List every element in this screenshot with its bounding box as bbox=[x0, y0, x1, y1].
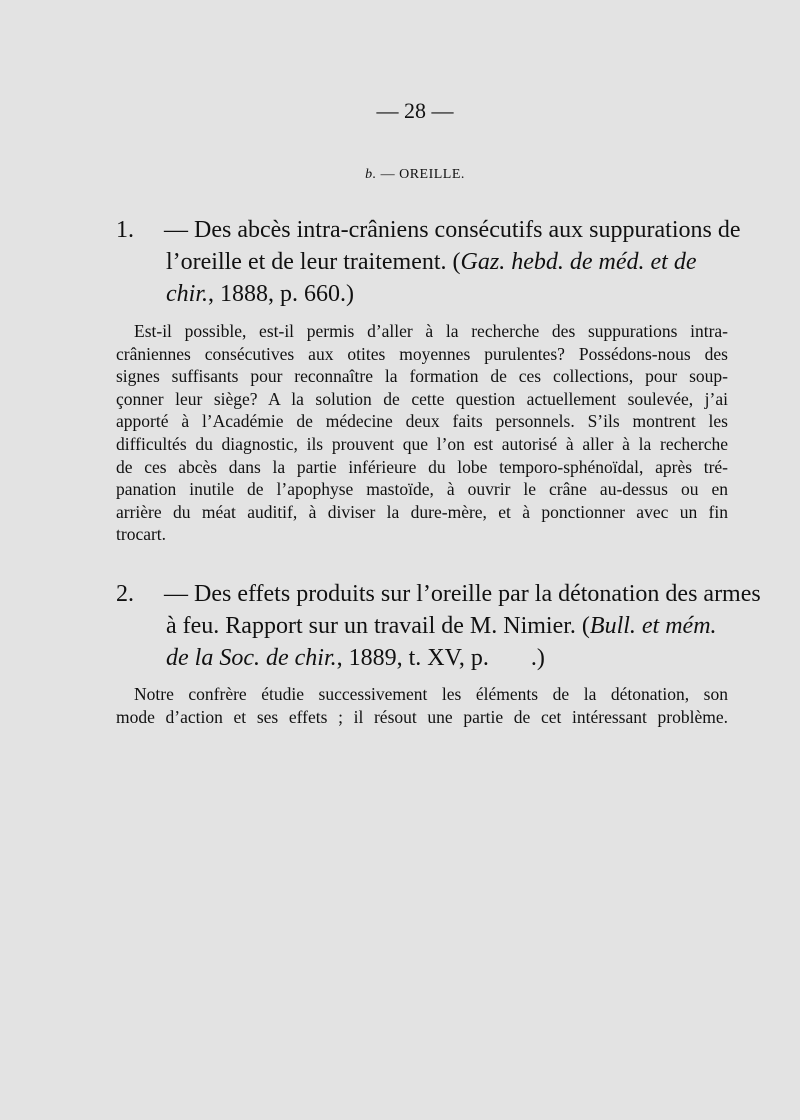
entry-2-title-line-1 bbox=[116, 578, 761, 610]
entry-2-line: Notre confrère étudie successivement les éléments de la détonation, son bbox=[134, 684, 728, 704]
entry-2-title-line-2 bbox=[116, 610, 728, 642]
entry-1-title-text-2: l’oreille et de leur traitement. bbox=[166, 249, 447, 275]
entry-2-title-text-1: — Des effets produits sur l’oreille par la détonation des armes bbox=[164, 581, 761, 607]
entry-1-ref-journal: Gaz. hebd. de méd. et de bbox=[460, 249, 697, 275]
entry-1-ref-details: , 1888, p. 660.) bbox=[208, 281, 354, 307]
section-letter: b. bbox=[365, 167, 377, 182]
entry-1-line: arrière du méat auditif, à diviser la dure-mère, et à ponctionner avec un fin bbox=[116, 501, 728, 522]
entry-1-line: signes suffisants pour reconnaître la formation de ces collections, pour soup- bbox=[116, 366, 728, 387]
section-heading bbox=[0, 167, 800, 183]
entry-1-title-line-3 bbox=[116, 278, 728, 310]
entry-2-number: 2. bbox=[116, 581, 134, 607]
entry-1-title-line-2 bbox=[116, 246, 728, 278]
entry-1-title bbox=[116, 214, 741, 310]
page-number: — 28 — bbox=[376, 98, 454, 123]
entry-1-line: apporté à l’Académie de médecine deux faits personnels. S’ils montrent les bbox=[116, 411, 728, 432]
entry-2-title bbox=[116, 578, 761, 674]
entry-1-line: Est-il possible, est-il permis d’aller à la recherche des suppurations intra- bbox=[134, 321, 728, 341]
entry-1-ref-open: ( bbox=[446, 249, 461, 275]
section-title: — OREILLE. bbox=[380, 167, 465, 182]
entry-2-title-line-3 bbox=[116, 642, 728, 674]
entry-2-ref-open: ( bbox=[575, 613, 590, 639]
entry-2-ref-journal-cont: de la Soc. de chir. bbox=[166, 645, 337, 671]
entry-1-line: difficultés du diagnostic, ils prouvent que l’on est autorisé à aller à la recherche bbox=[116, 433, 728, 454]
entry-2-ref-details: , 1889, t. XV, p. .) bbox=[336, 645, 545, 671]
entry-1-line: de ces abcès dans la partie inférieure du lobe temporo-sphénoïdal, après tré- bbox=[116, 456, 728, 477]
entry-2-title-text-2: à feu. Rapport sur un travail de M. Nimier. bbox=[166, 613, 576, 639]
entry-1-line: çonner leur siège? A la solution de cette question actuellement soulevée, j’ai bbox=[116, 388, 728, 409]
entry-1-line: crâniennes consécutives aux otites moyennes purulentes? Possédons-nous des bbox=[116, 343, 728, 364]
entry-1-title-text-1: — Des abcès intra-crâniens consécutifs aux suppurations de bbox=[164, 217, 741, 243]
entry-1-abstract bbox=[116, 320, 728, 546]
entry-1-line: panation inutile de l’apophyse mastoïde, à ouvrir le crâne au-dessus ou en bbox=[116, 479, 728, 500]
entry-1-title-line-1 bbox=[116, 214, 741, 246]
entry-1-ref-journal-cont: chir. bbox=[166, 281, 208, 307]
entry-1-number: 1. bbox=[116, 217, 134, 243]
entry-2-ref-journal: Bull. et mém. bbox=[589, 613, 717, 639]
entry-2-line: mode d’action et ses effets ; il résout une partie de cet intéressant problème. bbox=[116, 706, 728, 727]
entry-1-line: trocart. bbox=[116, 524, 167, 545]
entry-2-abstract bbox=[116, 683, 728, 728]
